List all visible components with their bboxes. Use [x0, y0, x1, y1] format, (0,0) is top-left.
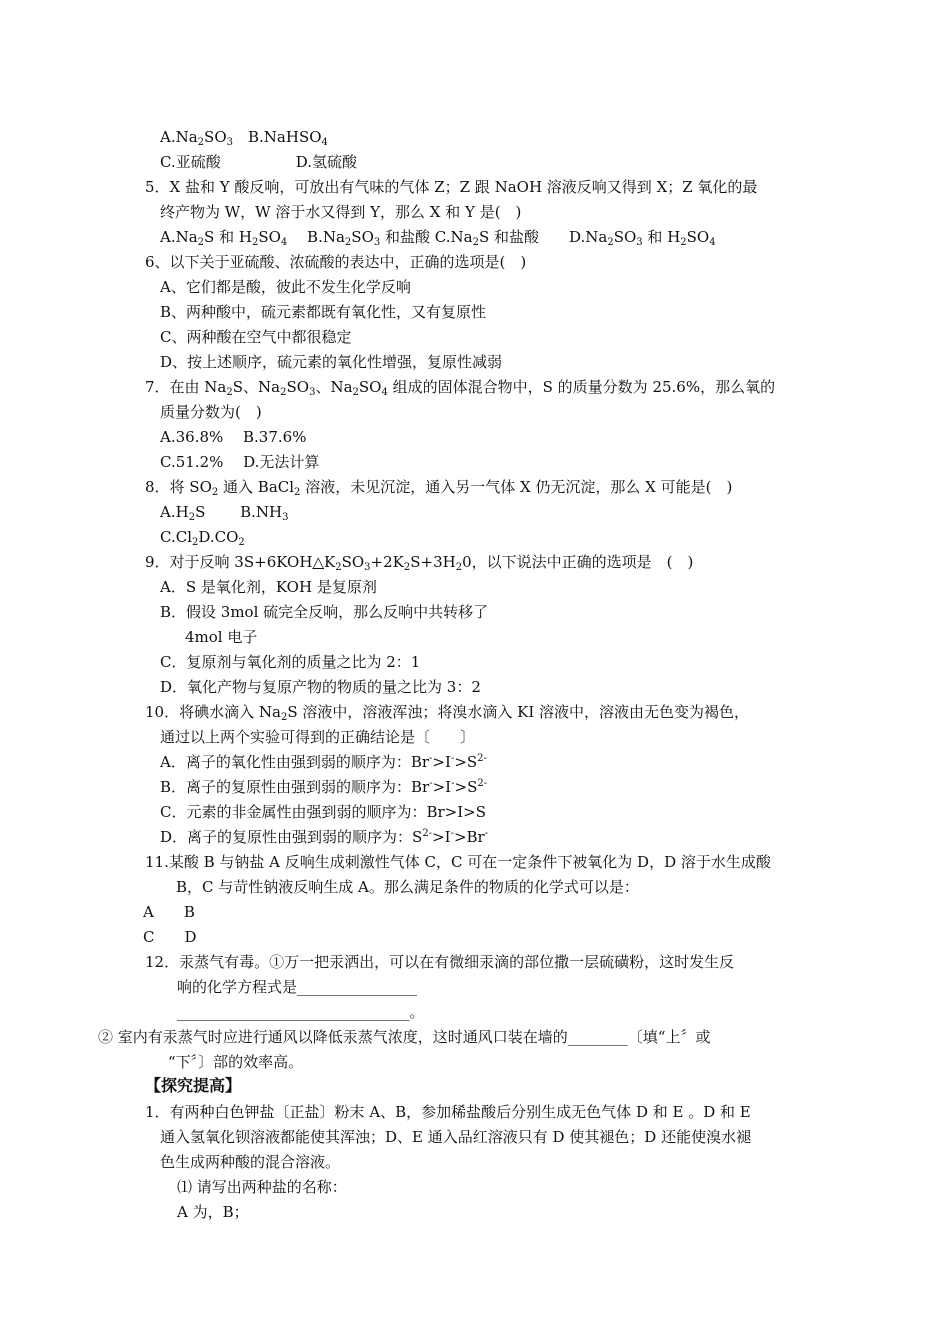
text-line: C．复原剂与氧化剂的质量之比为 2：1 — [160, 653, 421, 671]
text-line: D．氧化产物与复原产物的物质的量之比为 3：2 — [160, 678, 481, 696]
text-line: B．离子的复原性由强到弱的顺序为：$Br^->I^->S^{2-}$ — [160, 778, 488, 796]
text-line: B、两种酸中，硫元素都既有氧化性，又有复原性 — [160, 303, 487, 321]
text-line: 11.某酸 B 与钠盐 A 反响生成刺激性气体 C，C 可在一定条件下被氧化为 D，D 溶于水生成酸 — [145, 853, 771, 871]
text-line: A．离子的氧化性由强到弱的顺序为：$Br^->I^->S^{2-}$ — [160, 753, 487, 771]
text-line: 响的化学方程式是________________ — [177, 978, 418, 996]
text-line: $A.H_2S$ $B.NH_3$ — [160, 503, 289, 523]
text-line: 8．将 $SO_2$ 通入 BaCl$_2$ 溶液，未见沉淀，通入另一气体 X 仍无沉淀，那么 X 可能是( ) — [145, 478, 733, 498]
text-line: 6、以下关于亚硫酸、浓硫酸的表达中，正确的选项是( ) — [145, 253, 527, 271]
text-line: C D — [143, 928, 197, 946]
text-line: B．假设 3mol 硫完全反响，那么反响中共转移了 — [160, 603, 489, 621]
text-line: 9．对于反响 $3S+6KOH\triangle K_2SO_3+2K_2S+3H_20$，以下说法中正确的选项是 ( ) — [145, 553, 694, 573]
text-line: 5．X 盐和 Y 酸反响，可放出有气味的气体 Z；Z 跟 NaOH 溶液反响又得到 X；Z 氧化的最 — [145, 178, 758, 196]
text-line: “下〞〕部的效率高。 — [168, 1053, 304, 1071]
text-line: D、按上述顺序，硫元素的氧化性增强，复原性减弱 — [160, 353, 503, 371]
text-line: 通入氢氧化钡溶液都能使其浑浊；D、E 通入品红溶液只有 D 使其褪色；D 还能使溴水褪 — [160, 1128, 752, 1146]
text-line: 7．在由 $Na_2S$、$Na_2SO_3$、$Na_2SO_4$ 组成的固体混合物中，S 的质量分数为 25.6%，那么氧的 — [145, 378, 776, 398]
text-line: A、它们都是酸，彼此不发生化学反响 — [160, 278, 411, 296]
text-line: C.亚硫酸 D.氢硫酸 — [160, 153, 357, 171]
text-line: ② 室内有汞蒸气时应进行通风以降低汞蒸气浓度，这时通风口装在墙的________〔填“上〞或 — [98, 1028, 711, 1046]
text-line: 通过以上两个实验可得到的正确结论是〔 〕 — [160, 728, 476, 746]
text-line: 1．有两种白色钾盐〔正盐〕粉末 A、B，参加稀盐酸后分别生成无色气体 D 和 E 。D 和 E — [145, 1103, 751, 1121]
text-line: 色生成两种酸的混合溶液。 — [160, 1153, 341, 1171]
text-line: ⑴ 请写出两种盐的名称： — [177, 1178, 347, 1196]
text-line: $A.Na_2SO_3$ B.NaHSO$_4$ — [160, 128, 328, 148]
text-line: 4mol 电子 — [185, 628, 258, 646]
section-heading: 【探究提高】 — [145, 1076, 242, 1095]
text-line: 终产物为 W，W 溶于水又得到 Y，那么 X 和 Y 是( ) — [160, 203, 522, 221]
text-line: 质量分数为( ) — [160, 403, 262, 421]
text-line: B，C 与苛性钠液反响生成 A。那么满足条件的物质的化学式可以是： — [176, 878, 639, 896]
text-line: _______________________________。 — [177, 1003, 425, 1021]
text-line: A.36.8% B.37.6% — [160, 428, 307, 446]
text-line: D．离子的复原性由强到弱的顺序为：$S^{2-}>I^->Br^-$ — [160, 828, 489, 846]
text-line: 10．将碘水滴入 $Na_2S$ 溶液中，溶液浑浊；将溴水滴入 KI 溶液中，溶液由无色变为褐色， — [145, 703, 750, 723]
text-line: A 为，B； — [177, 1203, 249, 1221]
text-line: A B — [143, 903, 195, 921]
text-line: C.51.2% D.无法计算 — [160, 453, 320, 471]
text-line: 12．汞蒸气有毒。①万一把汞洒出，可以在有微细汞滴的部位撒一层硫磺粉，这时发生反 — [145, 953, 735, 971]
text-line: A．S 是氧化剂，KOH 是复原剂 — [160, 578, 377, 596]
text-line: C、两种酸在空气中都很稳定 — [160, 328, 352, 346]
text-line: C．元素的非金属性由强到弱的顺序为：Br>I>S — [160, 803, 487, 821]
text-line: $C.Cl_2D.CO_2$ — [160, 528, 245, 548]
text-line: $A.Na_2S$ 和 $H_2SO_4$ $B.Na_2SO_3$ 和盐酸 $C.Na_2S$ 和盐酸 $D.Na_2SO_3$ 和 $H_2SO_4$ — [160, 228, 716, 248]
